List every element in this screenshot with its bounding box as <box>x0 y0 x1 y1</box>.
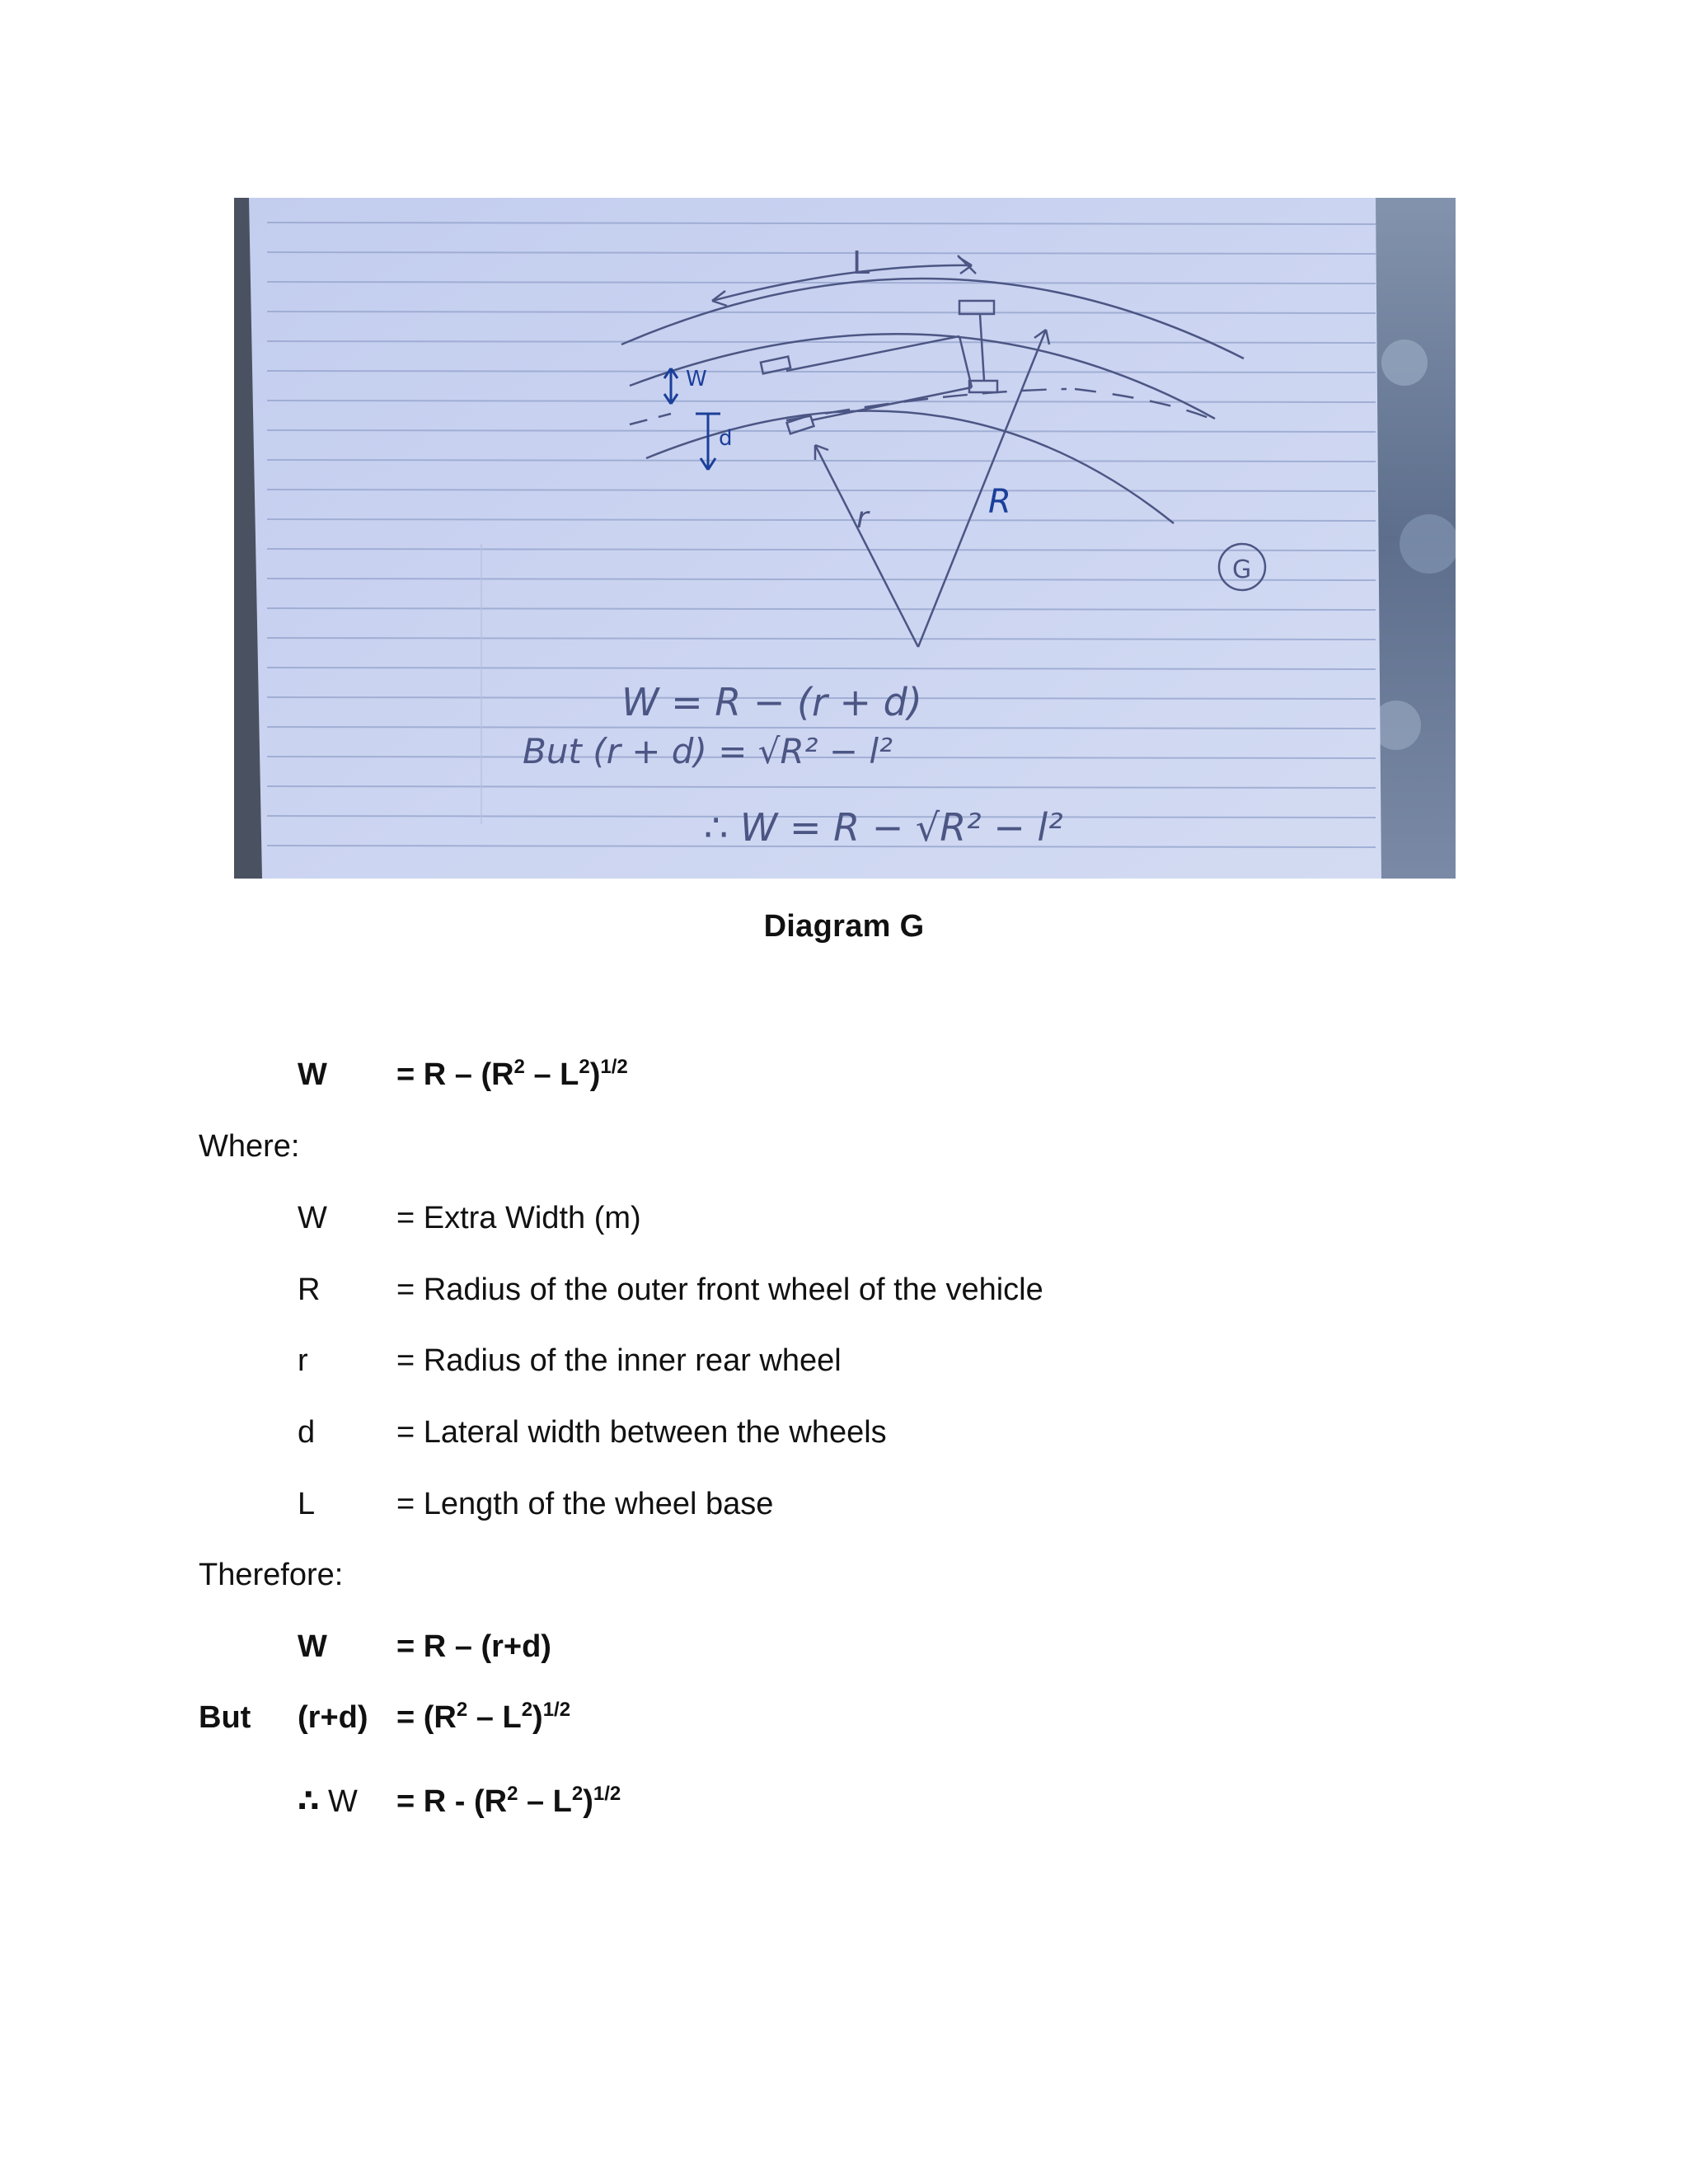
formula-main-lhs: = R – (R <box>396 1057 514 1092</box>
formula-main-sup1: 2 <box>513 1056 525 1078</box>
formula-final-lhs: = R - (R <box>396 1784 508 1819</box>
definition-symbol: r <box>298 1343 308 1378</box>
label-l: L <box>852 245 870 281</box>
formula-main-symbol: W <box>298 1057 327 1092</box>
formula-but-sup2: 2 <box>521 1699 533 1721</box>
notebook-paper <box>249 198 1381 879</box>
definition-text: = Extra Width (m) <box>396 1201 641 1235</box>
formula-but-close: ) <box>532 1700 543 1735</box>
handwritten-eq-2: But (r + d) = √R² − l² <box>523 731 893 771</box>
formula-final-sup1: 2 <box>507 1783 518 1805</box>
label-r-small: r <box>856 501 869 535</box>
formula-main-close: ) <box>589 1057 601 1092</box>
formula-but-symbol: (r+d) <box>298 1700 368 1735</box>
formula-main-sup3: 1/2 <box>600 1056 628 1078</box>
where-label: Where: <box>199 1129 300 1164</box>
but-label: But <box>199 1700 251 1735</box>
formula-final-close: ) <box>583 1784 593 1819</box>
therefore-label: Therefore: <box>199 1558 344 1592</box>
definition-text: = Radius of the outer front wheel of the vehicle <box>396 1272 1043 1307</box>
definition-text: = Radius of the inner rear wheel <box>396 1343 842 1378</box>
definition-symbol: L <box>298 1487 316 1521</box>
label-g: G <box>1232 555 1252 584</box>
label-d: d <box>719 426 733 451</box>
formula-final <box>396 1783 621 1821</box>
therefore-symbol: ∴ <box>298 1784 320 1819</box>
definition-symbol: R <box>298 1272 321 1307</box>
handwritten-eq-3: ∴ W = R − √R² − l² <box>704 805 1063 850</box>
formula-main-mid: – L <box>524 1057 579 1092</box>
definition-symbol: W <box>298 1201 327 1235</box>
formula-final-sup2: 2 <box>571 1783 584 1805</box>
formula-final-w: W <box>328 1784 358 1819</box>
definition-text: = Length of the wheel base <box>396 1487 774 1521</box>
label-w: W <box>686 367 707 391</box>
formula-final-mid: – L <box>518 1784 572 1819</box>
diagram-photo <box>234 198 1456 879</box>
formula-therefore: = R – (r+d) <box>396 1629 551 1664</box>
formula-main-sup2: 2 <box>579 1056 590 1078</box>
formula-final-symbol <box>298 1783 358 1821</box>
figure-caption: Diagram G <box>763 909 925 944</box>
definition-text: = Lateral width between the wheels <box>396 1415 887 1450</box>
formula-but <box>396 1699 570 1736</box>
formula-but-sup1: 2 <box>456 1699 468 1721</box>
formula-main <box>396 1056 628 1094</box>
label-r-large: R <box>988 483 1011 521</box>
formula-but-lhs: = (R <box>396 1700 457 1735</box>
formula-therefore-symbol: W <box>298 1629 327 1664</box>
formula-but-mid: – L <box>467 1700 522 1735</box>
definition-symbol: d <box>298 1415 316 1450</box>
formula-final-sup3: 1/2 <box>593 1783 621 1805</box>
formula-but-sup3: 1/2 <box>542 1699 571 1721</box>
handwritten-eq-1: W = R − (r + d) <box>621 680 922 724</box>
